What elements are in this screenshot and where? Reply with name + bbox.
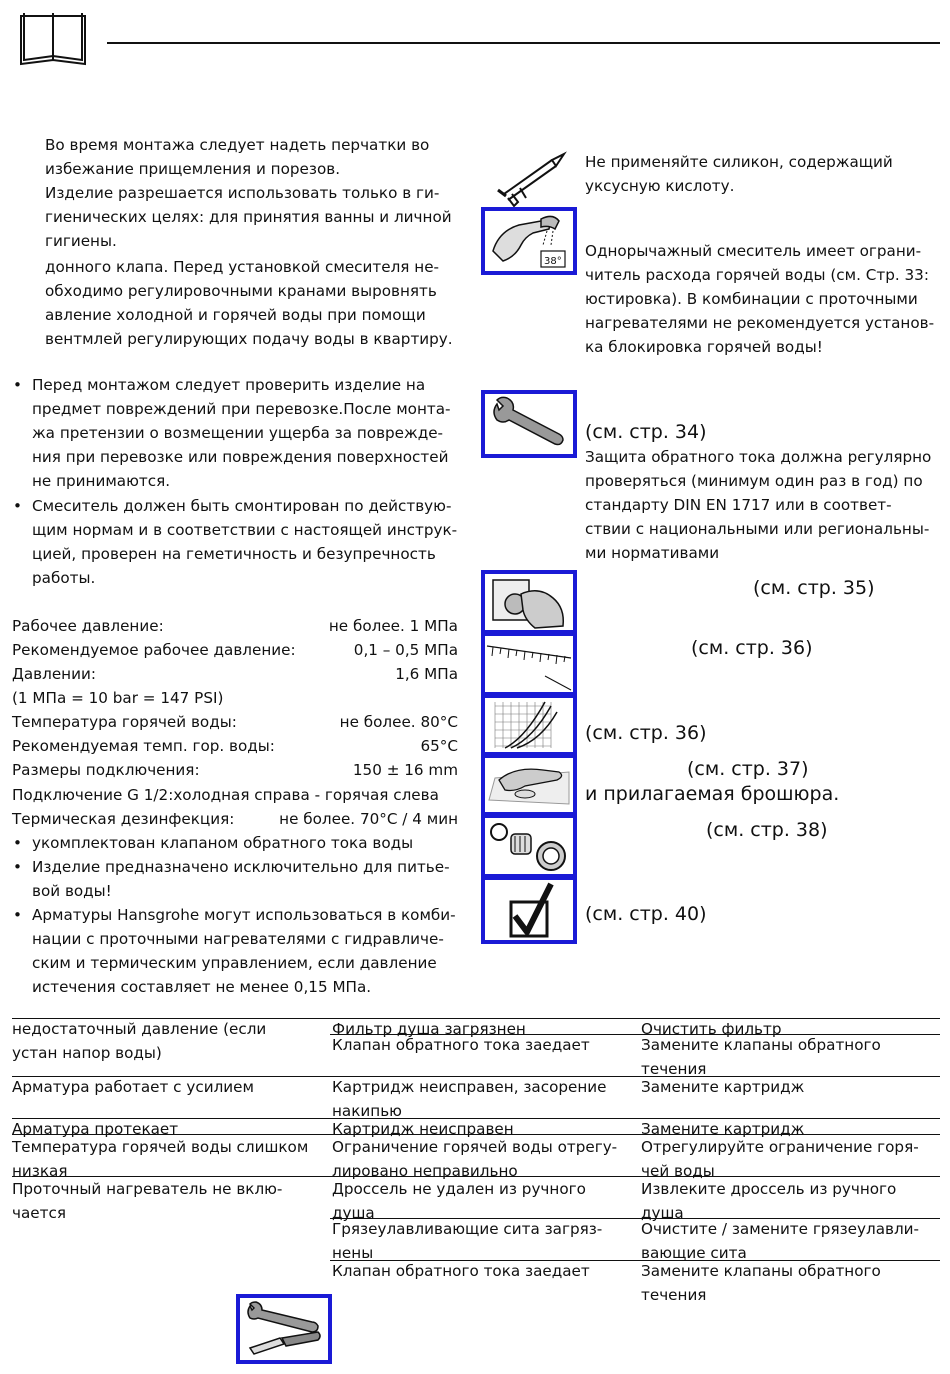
spec-row: Размеры подключения: 150 ± 16 mm bbox=[12, 761, 458, 779]
remedy-cell: Отрегулируйте ограничение горя- чей воды bbox=[641, 1138, 919, 1180]
ref-page-36-b: (см. стр. 36) bbox=[585, 722, 707, 744]
ref-page-37: (см. стр. 37) bbox=[687, 758, 809, 780]
ref-page-35: (см. стр. 35) bbox=[753, 577, 875, 599]
problem-cell: Арматура работает с усилием bbox=[12, 1078, 254, 1096]
ref-page-40: (см. стр. 40) bbox=[585, 903, 707, 925]
valve-turn-icon bbox=[481, 570, 577, 634]
brochure-text: и прилагаемая брошюра. bbox=[585, 783, 840, 805]
cause-cell: Дроссель не удален из ручного душа bbox=[332, 1180, 586, 1222]
limiter-text: Однорычажный смеситель имеет ограни- читель расхода горячей воды (см. Стр. 33: юстировка). В комбинации с проточными нагревателями не рекомендуется установ- ка блокировка горячей воды! bbox=[585, 242, 935, 356]
wrench-icon bbox=[481, 390, 577, 458]
remedy-cell: Замените клапаны обратного течения bbox=[641, 1036, 881, 1078]
book-icon bbox=[18, 10, 88, 66]
backflow-text: Защита обратного тока должна регулярно проверяться (минимум один раз в год) по стандарту DIN EN 1717 или в соответ- ствии с национальными или региональны- ми нормативами bbox=[585, 448, 932, 562]
ref-page-34: (см. стр. 34) bbox=[585, 421, 707, 443]
problem-cell: Арматура протекает bbox=[12, 1120, 179, 1138]
cause-cell: Картридж неисправен bbox=[332, 1120, 514, 1138]
chart-curves-icon bbox=[481, 694, 577, 756]
bullet-item: • Изделие предназначено исключительно для питье- вой воды! bbox=[12, 855, 472, 903]
remedy-cell: Замените картридж bbox=[641, 1120, 805, 1138]
bullet-item: • Перед монтажом следует проверить изделие на предмет повреждений при перевозке.После монта- жа претензии о возмещении ущерба за поврежде- ния при перевозке или повреждения поверхностей не принимаются. bbox=[12, 373, 472, 493]
spec-row: Рабочее давление: не более. 1 МПа bbox=[12, 617, 458, 635]
problem-cell: Проточный нагреватель не вклю- чается bbox=[12, 1180, 283, 1222]
silicone-gun-icon bbox=[484, 150, 574, 208]
spec-row: Рекомендуемое рабочее давление: 0,1 – 0,5 МПа bbox=[12, 641, 458, 659]
remedy-cell: Извлеките дроссель из ручного душа bbox=[641, 1180, 897, 1222]
ruler-icon bbox=[481, 632, 577, 696]
spec-row: Давлении: 1,6 МПа bbox=[12, 665, 458, 683]
spec-row: Температура горячей воды: не более. 80°C bbox=[12, 713, 458, 731]
filter-parts-icon bbox=[481, 814, 577, 878]
header-rule bbox=[107, 42, 940, 44]
remedy-cell: Замените картридж bbox=[641, 1078, 805, 1096]
hand-cleaning-icon bbox=[481, 754, 577, 816]
bullet-item: • укомплектован клапаном обратного тока воды bbox=[12, 831, 472, 855]
svg-text:38°: 38° bbox=[544, 256, 562, 267]
intro-paragraph-2: Изделие разрешается использовать только в ги- гиенических целях: для принятия ванны и личной гигиены. bbox=[45, 184, 452, 250]
cause-cell: Грязеулавливающие сита загряз- нены bbox=[332, 1220, 603, 1262]
ref-page-38: (см. стр. 38) bbox=[706, 819, 828, 841]
tools-icon bbox=[236, 1294, 332, 1364]
silicone-warning: Не применяйте силикон, содержащий уксусную кислоту. bbox=[585, 153, 893, 195]
spec-row: Рекомендуемая темп. гор. воды: 65°C bbox=[12, 737, 458, 755]
cause-cell: Картридж неисправен, засорение накипью bbox=[332, 1078, 607, 1120]
cause-cell: Клапан обратного тока заедает bbox=[332, 1262, 590, 1280]
intro-paragraph-1: Во время монтажа следует надеть перчатки во избежание прищемления и порезов. bbox=[45, 136, 430, 178]
checkmark-icon bbox=[481, 876, 577, 944]
cause-cell: Ограничение горячей воды отрегу- лировано неправильно bbox=[332, 1138, 618, 1180]
remedy-cell: Очистите / замените грязеулавли- вающие сита bbox=[641, 1220, 920, 1262]
remedy-cell: Очистить фильтр bbox=[641, 1020, 782, 1038]
cause-cell: Фильтр душа загрязнен bbox=[332, 1020, 526, 1038]
bullet-item: • Арматуры Hansgrohe могут использоваться в комби- нации с проточными нагревателями с гидравличе- ским и термическим управлением, если давление истечения составляет не менее 0,15 МПа. bbox=[12, 903, 472, 999]
problem-cell: Температура горячей воды слишком низкая bbox=[12, 1138, 309, 1180]
intro-paragraph-3: донного клапа. Перед установкой смесителя не- обходимо регулировочными кранами выровнять авление холодной и горячей воды при помощи вентмлей регулирующих подачу воды в квартиру. bbox=[45, 258, 453, 348]
spec-row: Термическая дезинфекция: не более. 70°C / 4 мин bbox=[12, 810, 458, 828]
cause-cell: Клапан обратного тока заедает bbox=[332, 1036, 590, 1054]
spec-row: (1 МПа = 10 bar = 147 PSI) bbox=[12, 689, 224, 707]
problem-cell: недостаточный давление (если устан напор воды) bbox=[12, 1020, 267, 1062]
spec-row: Подключение G 1/2:холодная справа - горячая слева bbox=[12, 786, 439, 804]
temperature-hand-icon bbox=[481, 207, 577, 275]
bullet-item: • Смеситель должен быть смонтирован по действую- щим нормам и в соответствии с настоящей инструк- цией, проверен на геметичность и безупречность работы. bbox=[12, 494, 472, 590]
remedy-cell: Замените клапаны обратного течения bbox=[641, 1262, 881, 1304]
ref-page-36-a: (см. стр. 36) bbox=[691, 637, 813, 659]
